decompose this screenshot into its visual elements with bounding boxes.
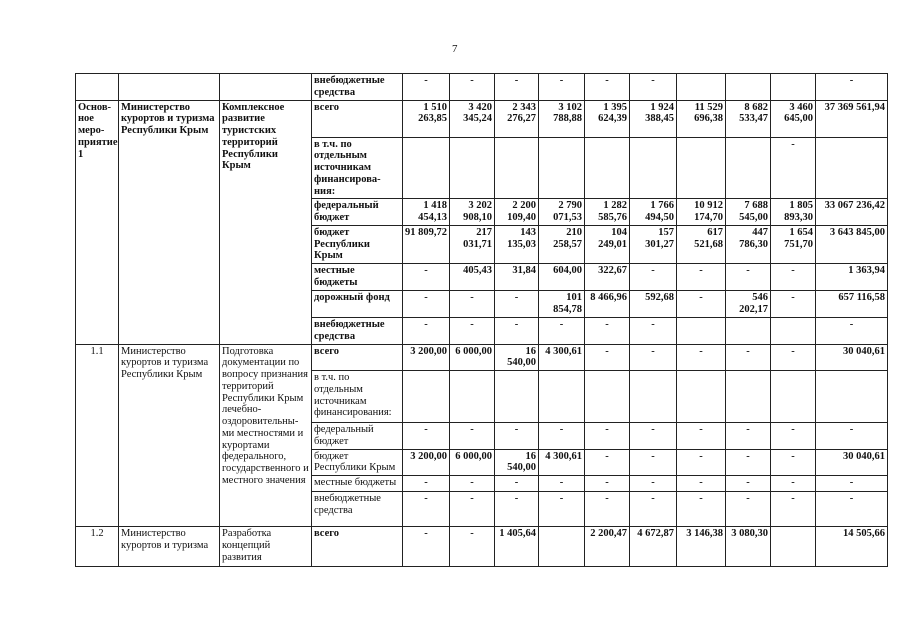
value-cell: - — [677, 423, 726, 450]
value-cell: 3 202 908,10 — [450, 199, 495, 226]
value-cell: 546 202,17 — [726, 291, 771, 318]
value-cell: - — [403, 318, 450, 345]
value-cell: - — [403, 423, 450, 450]
value-cell — [726, 318, 771, 345]
table-row — [76, 527, 888, 567]
total-cell: 30 040,61 — [816, 344, 888, 371]
value-cell: - — [495, 423, 539, 450]
value-cell: 4 300,61 — [539, 344, 585, 371]
value-cell — [495, 371, 539, 423]
value-cell: 3 200,00 — [403, 344, 450, 371]
value-cell: 1 766 494,50 — [630, 199, 677, 226]
budget-table — [75, 73, 888, 567]
value-cell — [539, 137, 585, 199]
value-cell — [495, 137, 539, 199]
total-cell: 33 067 236,42 — [816, 199, 888, 226]
event-code: Основ-ное меро-приятие 1 — [76, 100, 119, 344]
total-cell: 30 040,61 — [816, 449, 888, 476]
value-cell: 217 031,71 — [450, 225, 495, 263]
value-cell: 604,00 — [539, 264, 585, 291]
source-cell: федеральный бюджет — [312, 423, 403, 450]
total-cell: - — [816, 423, 888, 450]
value-cell: 592,68 — [630, 291, 677, 318]
value-cell — [677, 137, 726, 199]
value-cell: - — [585, 449, 630, 476]
source-cell: всего — [312, 344, 403, 371]
value-cell: 2 200,47 — [585, 527, 630, 567]
total-cell: 657 116,58 — [816, 291, 888, 318]
total-cell: 3 643 845,00 — [816, 225, 888, 263]
value-cell: 6 000,00 — [450, 344, 495, 371]
value-cell — [677, 371, 726, 423]
value-cell: - — [450, 74, 495, 101]
value-cell: 1 924 388,45 — [630, 100, 677, 137]
code-cell — [76, 74, 119, 101]
value-cell — [630, 371, 677, 423]
value-cell: - — [726, 344, 771, 371]
value-cell: 104 249,01 — [585, 225, 630, 263]
value-cell: - — [539, 74, 585, 101]
value-cell — [450, 371, 495, 423]
value-cell: 1 418 454,13 — [403, 199, 450, 226]
value-cell: 7 688 545,00 — [726, 199, 771, 226]
value-cell: - — [771, 264, 816, 291]
value-cell — [726, 74, 771, 101]
value-cell: 1 405,64 — [495, 527, 539, 567]
value-cell: - — [585, 344, 630, 371]
value-cell: - — [495, 318, 539, 345]
source-cell: местные бюджеты — [312, 476, 403, 492]
event-code: 1.2 — [76, 527, 119, 567]
value-cell — [450, 137, 495, 199]
value-cell: - — [403, 74, 450, 101]
value-cell: 1 805 893,30 — [771, 199, 816, 226]
value-cell: - — [726, 476, 771, 492]
value-cell: - — [630, 264, 677, 291]
value-cell: - — [495, 74, 539, 101]
value-cell: - — [726, 264, 771, 291]
value-cell — [677, 318, 726, 345]
value-cell — [771, 527, 816, 567]
value-cell — [403, 137, 450, 199]
value-cell: - — [726, 449, 771, 476]
value-cell: - — [403, 264, 450, 291]
value-cell: - — [585, 423, 630, 450]
total-cell — [816, 371, 888, 423]
value-cell: - — [450, 423, 495, 450]
value-cell: - — [630, 492, 677, 527]
value-cell: 143 135,03 — [495, 225, 539, 263]
value-cell: 3 420 345,24 — [450, 100, 495, 137]
value-cell: - — [677, 264, 726, 291]
source-cell: внебюджетные средства — [312, 74, 403, 101]
value-cell: - — [771, 423, 816, 450]
value-cell: 6 000,00 — [450, 449, 495, 476]
value-cell: - — [677, 476, 726, 492]
total-cell — [816, 137, 888, 199]
value-cell: - — [450, 318, 495, 345]
value-cell: - — [677, 449, 726, 476]
value-cell: - — [539, 476, 585, 492]
value-cell: - — [585, 74, 630, 101]
value-cell: - — [539, 318, 585, 345]
value-cell — [585, 371, 630, 423]
value-cell: - — [630, 476, 677, 492]
table-row — [76, 74, 888, 101]
value-cell — [726, 137, 771, 199]
total-cell: 37 369 561,94 — [816, 100, 888, 137]
value-cell: 3 146,38 — [677, 527, 726, 567]
source-cell: в т.ч. по отдельным источникам финансирования: — [312, 371, 403, 423]
value-cell: 3 200,00 — [403, 449, 450, 476]
value-cell: - — [450, 291, 495, 318]
value-cell: 11 529 696,38 — [677, 100, 726, 137]
value-cell: - — [630, 74, 677, 101]
value-cell — [677, 74, 726, 101]
value-cell: 3 102 788,88 — [539, 100, 585, 137]
value-cell: - — [495, 291, 539, 318]
value-cell — [539, 371, 585, 423]
value-cell: - — [539, 423, 585, 450]
value-cell: - — [771, 344, 816, 371]
value-cell: - — [677, 492, 726, 527]
value-cell: 8 682 533,47 — [726, 100, 771, 137]
value-cell — [539, 527, 585, 567]
value-cell: 8 466,96 — [585, 291, 630, 318]
value-cell: - — [630, 318, 677, 345]
source-cell: дорожный фонд — [312, 291, 403, 318]
value-cell: - — [677, 344, 726, 371]
value-cell: - — [495, 492, 539, 527]
value-cell: - — [677, 291, 726, 318]
source-cell: всего — [312, 100, 403, 137]
value-cell: 1 282 585,76 — [585, 199, 630, 226]
value-cell: - — [771, 291, 816, 318]
value-cell: 10 912 174,70 — [677, 199, 726, 226]
value-cell — [403, 371, 450, 423]
value-cell: - — [450, 527, 495, 567]
value-cell: 2 200 109,40 — [495, 199, 539, 226]
value-cell: 617 521,68 — [677, 225, 726, 263]
value-cell: 3 080,30 — [726, 527, 771, 567]
value-cell: 91 809,72 — [403, 225, 450, 263]
source-cell: местные бюджеты — [312, 264, 403, 291]
table-row — [76, 100, 888, 137]
value-cell: 1 395 624,39 — [585, 100, 630, 137]
event-name: Разработка концепций развития — [220, 527, 312, 567]
value-cell: 101 854,78 — [539, 291, 585, 318]
value-cell: - — [585, 318, 630, 345]
value-cell: - — [585, 492, 630, 527]
event-name: Комплексное развитие туристских территорий Республики Крым — [220, 100, 312, 344]
value-cell: 210 258,57 — [539, 225, 585, 263]
source-cell: внебюджетные средства — [312, 318, 403, 345]
value-cell: - — [539, 492, 585, 527]
value-cell: 31,84 — [495, 264, 539, 291]
executor-cell — [119, 74, 220, 101]
value-cell: - — [726, 423, 771, 450]
total-cell: - — [816, 492, 888, 527]
total-cell: 14 505,66 — [816, 527, 888, 567]
value-cell: 157 301,27 — [630, 225, 677, 263]
value-cell: - — [771, 492, 816, 527]
value-cell: 2 790 071,53 — [539, 199, 585, 226]
value-cell: - — [495, 476, 539, 492]
value-cell: 2 343 276,27 — [495, 100, 539, 137]
value-cell: - — [771, 476, 816, 492]
value-cell — [771, 371, 816, 423]
table-row — [76, 344, 888, 371]
value-cell: - — [403, 291, 450, 318]
source-cell: всего — [312, 527, 403, 567]
source-cell: бюджет Республики Крым — [312, 225, 403, 263]
value-cell: - — [771, 137, 816, 199]
value-cell: - — [726, 492, 771, 527]
value-cell: - — [450, 476, 495, 492]
value-cell: - — [771, 449, 816, 476]
value-cell: 4 300,61 — [539, 449, 585, 476]
value-cell: 1 654 751,70 — [771, 225, 816, 263]
name-cell — [220, 74, 312, 101]
source-cell: внебюджетные средства — [312, 492, 403, 527]
value-cell: - — [403, 492, 450, 527]
page-number: 7 — [452, 43, 458, 55]
value-cell: - — [403, 476, 450, 492]
value-cell: 447 786,30 — [726, 225, 771, 263]
value-cell: 16 540,00 — [495, 344, 539, 371]
value-cell: 405,43 — [450, 264, 495, 291]
value-cell — [726, 371, 771, 423]
value-cell: 322,67 — [585, 264, 630, 291]
total-cell: - — [816, 476, 888, 492]
value-cell: 4 672,87 — [630, 527, 677, 567]
value-cell — [630, 137, 677, 199]
total-cell: - — [816, 318, 888, 345]
source-cell: в т.ч. по отдельным источникам финансирова-ния: — [312, 137, 403, 199]
value-cell: - — [630, 423, 677, 450]
value-cell: 1 510 263,85 — [403, 100, 450, 137]
value-cell: - — [403, 527, 450, 567]
value-cell: - — [630, 449, 677, 476]
event-executor: Министерство курортов и туризма Республики Крым — [119, 344, 220, 527]
event-name: Подготовка документации по вопросу признания территорий Республики Крым лечебно-оздоровительны-ми местностями и курортами федерального, государственного и местного значения — [220, 344, 312, 527]
value-cell: - — [585, 476, 630, 492]
value-cell: - — [450, 492, 495, 527]
value-cell: 16 540,00 — [495, 449, 539, 476]
event-code: 1.1 — [76, 344, 119, 527]
event-executor: Министерство курортов и туризма — [119, 527, 220, 567]
value-cell — [771, 74, 816, 101]
value-cell — [771, 318, 816, 345]
event-executor: Министерство курортов и туризма Республики Крым — [119, 100, 220, 344]
value-cell: 3 460 645,00 — [771, 100, 816, 137]
source-cell: федеральный бюджет — [312, 199, 403, 226]
value-cell: - — [630, 344, 677, 371]
value-cell — [585, 137, 630, 199]
total-cell: - — [816, 74, 888, 101]
source-cell: бюджет Республики Крым — [312, 449, 403, 476]
total-cell: 1 363,94 — [816, 264, 888, 291]
